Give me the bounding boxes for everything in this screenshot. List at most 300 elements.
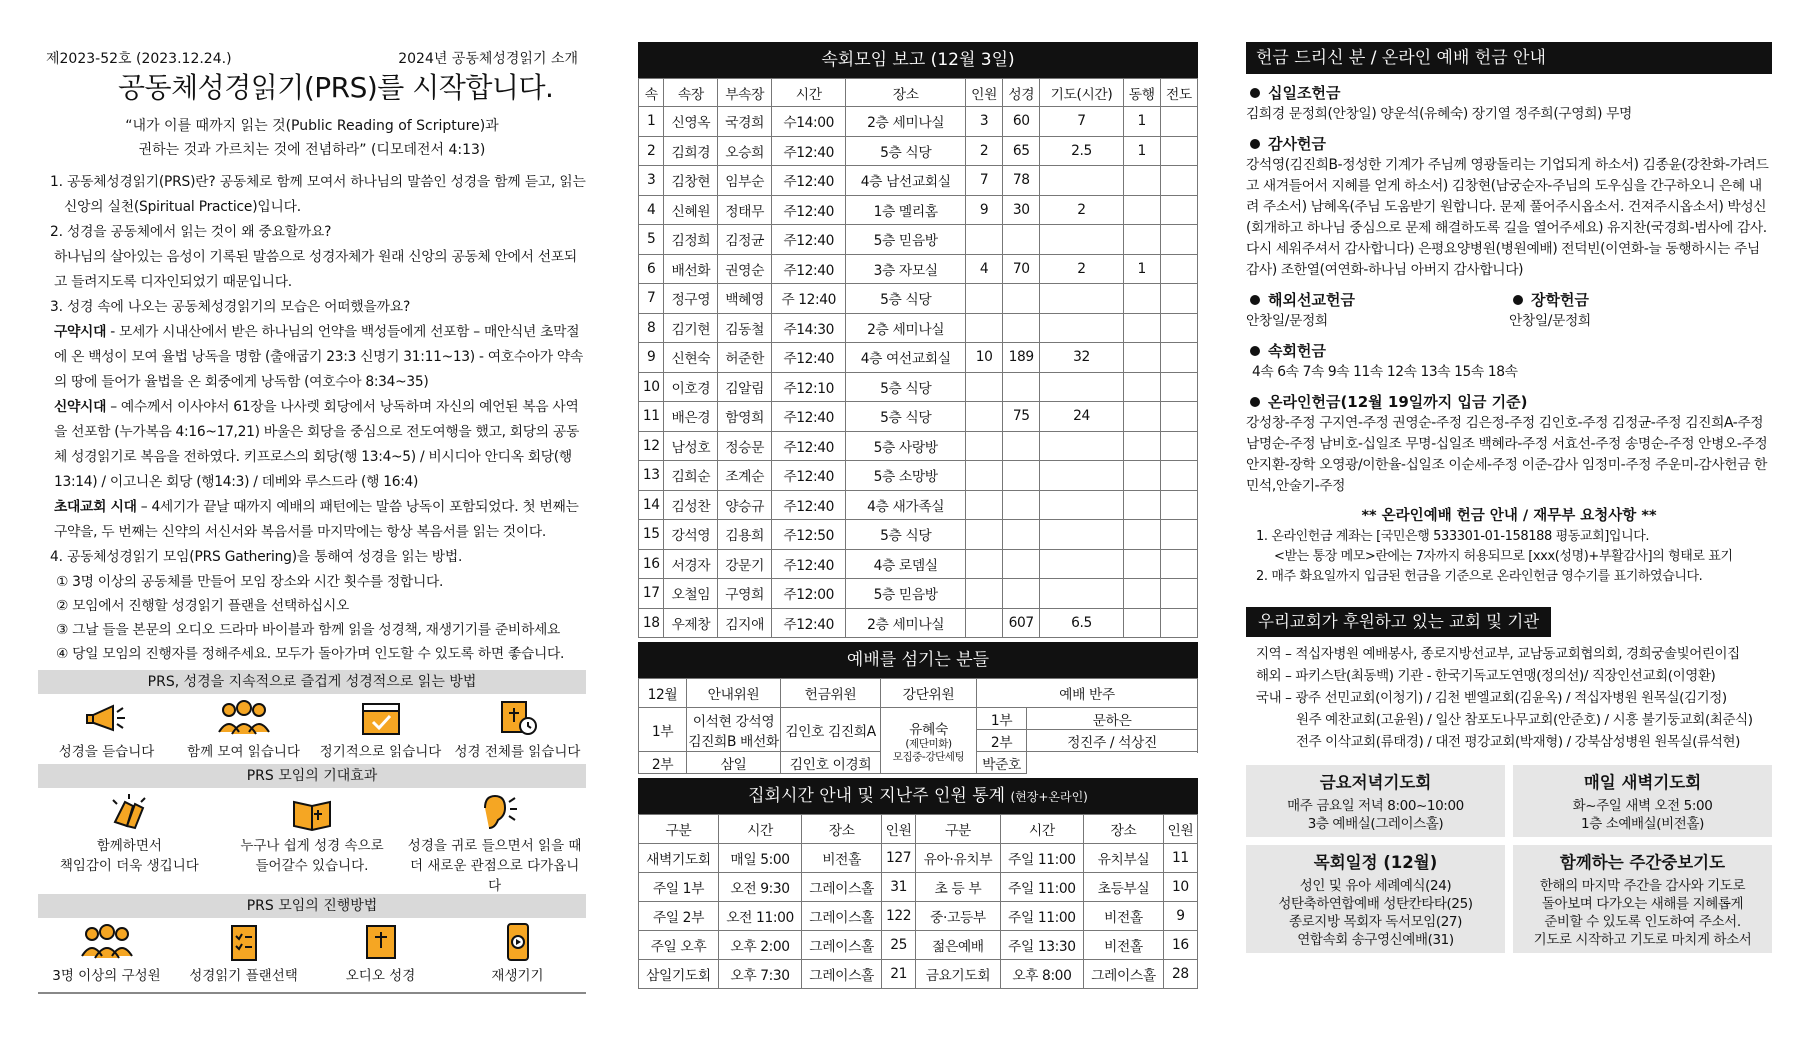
accompany-label: 1부 <box>977 708 1027 730</box>
icon-label: 성경을 듣습니다 <box>58 744 155 760</box>
table-cell: 3층 자모실 <box>846 254 966 284</box>
point-2: 2. 성경을 공동체에서 읽는 것이 왜 중요할까요? <box>50 224 332 240</box>
header-cell: 속 <box>639 79 664 107</box>
altar-note: (제단미화) <box>905 737 952 750</box>
tithe-list: 김희경 문정희(안창일) 양운석(유혜숙) 장기열 정주희(구영희) 무명 <box>1246 106 1632 122</box>
prs-process-icons <box>38 918 586 984</box>
table-cell: 30 <box>1003 195 1040 225</box>
box-line: 돌아보며 다가오는 새해를 지혜롭게 <box>1541 896 1744 912</box>
altar-name: 유혜숙 <box>909 721 948 738</box>
table-cell: 김기현 <box>664 313 718 343</box>
old-testament-era <box>38 320 586 395</box>
table-cell: 매일 5:00 <box>718 844 801 873</box>
table-cell: 2층 세미나실 <box>846 313 966 343</box>
table-cell <box>1160 107 1197 137</box>
table-cell <box>1160 343 1197 373</box>
table-cell: 주12:40 <box>772 402 846 432</box>
header-cell: 성경 <box>1003 79 1040 107</box>
icon-item <box>449 918 586 984</box>
table-cell: 7 <box>966 166 1003 196</box>
table-cell <box>1040 461 1123 491</box>
table-cell: 주12:40 <box>772 431 846 461</box>
table-cell: 주일 11:00 <box>1000 873 1083 902</box>
table-cell: 15 <box>639 520 664 550</box>
table-cell: 1 <box>1123 107 1160 137</box>
box-line: 화~주일 새벽 오전 5:00 <box>1572 798 1713 814</box>
table-cell: 주12:40 <box>772 195 846 225</box>
table-cell: 14 <box>639 490 664 520</box>
table-cell: 18 <box>639 608 664 638</box>
table-cell: 백혜영 <box>718 284 772 314</box>
table-cell: 김용희 <box>718 520 772 550</box>
icon-item <box>404 788 585 894</box>
table-header-row <box>639 815 1198 844</box>
header-cell: 구분 <box>916 815 1001 844</box>
icon-label: 3명 이상의 구성원 <box>52 968 161 984</box>
new-testament-era <box>38 395 586 495</box>
prs-process-bar: PRS 모임의 진행방법 <box>38 894 586 918</box>
info-boxes <box>1246 765 1772 953</box>
icon-label: 누구나 쉽게 성경 속으로 <box>240 838 384 854</box>
heading-text: 감사헌금 <box>1268 135 1326 153</box>
table-cell: 5층 식당 <box>846 372 966 402</box>
table-cell: 김정균 <box>718 225 772 255</box>
prs-methods-bar: PRS, 성경을 지속적으로 즐겁게 성경적으로 읽는 방법 <box>38 670 586 694</box>
table-cell: 양승규 <box>718 490 772 520</box>
table-cell: 60 <box>1003 107 1040 137</box>
bullet-icon <box>1250 295 1260 305</box>
table-cell <box>1123 313 1160 343</box>
icon-label: 정기적으로 읽습니다 <box>319 744 442 760</box>
table-cell: 남성호 <box>664 431 718 461</box>
table-cell <box>966 579 1003 609</box>
table-row <box>639 844 1198 873</box>
bullet-icon <box>1250 397 1260 407</box>
table-row <box>639 960 1198 989</box>
era-text: - 모세가 시내산에서 받은 하나님의 언약을 백성들에게 선포함 – 매안식년 초막절에 온 백성이 모여 율법 낭독을 명함 (출애굽기 23:3 신명기 31:11~13) - 여호수아가 약속의 땅에 들어가 율법을 온 회중에게 낭독함 (여호수아 8:34~35) <box>54 324 583 390</box>
header-cell: 시간 <box>718 815 801 844</box>
table-cell: 그레이스홀 <box>802 931 882 960</box>
table-cell <box>1160 549 1197 579</box>
table-row <box>639 902 1198 931</box>
era-label: 신약시대 <box>54 399 107 415</box>
table-cell <box>1160 136 1197 166</box>
table-cell: 비전홀 <box>1084 902 1164 931</box>
era-text: – 예수께서 이사야서 61장을 나사렛 회당에서 낭독하며 자신의 예언된 복음 사역을 선포함 (누가복음 4:16~17,21) 바울은 회당을 중심으로 전도여행을 했고, 회당의 공동체 성경읽기로 복음을 전하였다. 키프로스의 회당(행 13:4~5) / 비시디아 안디옥 회당(행 13:14) / 이고니온 회당 (행14:3) / 데베와 루스드라 (행 16:4) <box>54 399 579 490</box>
table-cell <box>1123 343 1160 373</box>
tithe-heading <box>1246 82 1772 104</box>
table-cell: 젊은예배 <box>916 931 1001 960</box>
table-cell: 비전홀 <box>802 844 882 873</box>
stats-note: (현장+온라인) <box>1010 790 1088 804</box>
icon-label: 성경을 귀로 들으면서 읽을 때 <box>407 838 582 854</box>
reading-book-icon <box>288 792 336 832</box>
mission-scholar-row <box>1246 281 1772 332</box>
table-cell <box>1003 372 1040 402</box>
table-cell: 4 <box>966 254 1003 284</box>
table-cell <box>1123 461 1160 491</box>
box-line: 기도로 시작하고 기도로 마치게 하소서 <box>1533 932 1752 948</box>
table-cell: 김희순 <box>664 461 718 491</box>
stats-table <box>638 814 1198 989</box>
table-cell: 비전홀 <box>1084 931 1164 960</box>
weekly-intercession-box <box>1513 845 1772 953</box>
table-cell <box>1123 490 1160 520</box>
table-cell: 구영희 <box>718 579 772 609</box>
bullet-icon <box>1250 346 1260 356</box>
table-cell: 32 <box>1040 343 1123 373</box>
table-cell: 강문기 <box>718 549 772 579</box>
era-text: – 4세기가 끝날 때까지 예배의 패턴에는 말씀 낭독이 포함되었다. 첫 번째는 구약을, 두 번째는 신약의 서신서와 복음서를 마지막에는 항상 복음서를 읽는 것이다. <box>54 499 579 540</box>
table-cell <box>1040 431 1123 461</box>
table-cell: 78 <box>1003 166 1040 196</box>
header-cell: 전도 <box>1160 79 1197 107</box>
table-cell: 중·고등부 <box>916 902 1001 931</box>
early-church-era <box>38 495 586 545</box>
table-cell: 2층 세미나실 <box>846 107 966 137</box>
table-cell <box>966 490 1003 520</box>
table-cell: 6.5 <box>1040 608 1123 638</box>
header-cell: 예배 반주 <box>977 679 1198 708</box>
table-cell: 5 <box>639 225 664 255</box>
bullet-icon <box>1250 88 1260 98</box>
header-cell: 장소 <box>846 79 966 107</box>
table-cell: 그레이스홀 <box>802 960 882 989</box>
table-cell <box>1040 549 1123 579</box>
smartphone-play-icon <box>494 922 542 962</box>
table-cell: 오전 11:00 <box>718 902 801 931</box>
table-cell <box>1040 579 1123 609</box>
header-cell: 장소 <box>802 815 882 844</box>
cell-report-table <box>638 78 1198 638</box>
table-cell: 조계순 <box>718 461 772 491</box>
table-cell: 주12:40 <box>772 136 846 166</box>
table-cell: 함영희 <box>718 402 772 432</box>
support-line: 지역 – 적십자병원 예배봉사, 종로지방선교부, 교남동교회협의회, 경희궁솔빛어린이집 <box>1256 646 1740 662</box>
online-offering-list: 강성창-주정 구지연-주정 권영순-주정 김은정-주정 김인호-주정 김정균-주정 김진희A-주정 남명순-주정 남비호-십일조 무명-십일조 백혜라-주정 서효선-주정 송명순-주정 안병오-주정 안지환-장학 오영광/이한율-십일조 이순세-주정 이준-감사 임정미-주정 주운미-감사헌금 한민석,안술기-주정 <box>1246 415 1768 494</box>
table-row <box>639 873 1198 902</box>
table-cell: 4 <box>639 195 664 225</box>
table-cell <box>1003 549 1040 579</box>
table-cell: 16 <box>639 549 664 579</box>
table-cell: 수14:00 <box>772 107 846 137</box>
table-cell: 강석영 <box>664 520 718 550</box>
table-cell <box>1040 166 1123 196</box>
table-cell <box>1160 579 1197 609</box>
point-3: 3. 성경 속에 나오는 공동체성경읽기의 모습은 어떠했을까요? <box>50 299 411 315</box>
table-cell: 초 등 부 <box>916 873 1001 902</box>
table-cell: 금요기도회 <box>916 960 1001 989</box>
table-row <box>639 431 1198 461</box>
table-row <box>639 225 1198 255</box>
table-cell <box>966 461 1003 491</box>
servers-title: 예배를 섬기는 분들 <box>638 642 1198 678</box>
table-cell: 2 <box>966 136 1003 166</box>
thanks-list: 강석영(김진희B-정성한 기계가 주님께 영광돌리는 기업되게 하소서) 김종윤(강찬화-가려드고 새겨들어서 지혜를 얻게 하소서) 김창현(남궁순자-주님의 도우심을 간구하오니 은혜 내려 주소서) 남혜옥(주님 도움받기 원합니다. 문제 풀어주시옵소서. 건져주시옵소서) 박성신(회개하고 하나님 중심으로 문제 해결하도록 길을 열어주세요) 유지찬(국경희-범사에 감사. 다시 세워주셔서 감사합니다) 은평요양병원(병원예배) 전덕빈(이연화-늘 동행하시는 주님 감사) 조한열(여연화-하나님 아버지 감사합니다) <box>1246 157 1769 278</box>
accompany-name: 박준호 <box>977 752 1027 774</box>
box-title: 함께하는 주간중보기도 <box>1559 853 1726 872</box>
header-cell: 속장 <box>664 79 718 107</box>
table-header-row <box>639 679 1198 708</box>
header-cell: 안내위원 <box>687 679 781 708</box>
table-row <box>639 107 1198 137</box>
guide-cell <box>687 708 781 752</box>
table-cell: 주12:40 <box>772 166 846 196</box>
cell-offering-list: 4속 6속 7속 9속 11속 12속 13속 15속 18속 <box>1252 364 1518 380</box>
clap-hands-icon <box>105 792 153 832</box>
table-cell: 초등부실 <box>1084 873 1164 902</box>
table-cell: 70 <box>1003 254 1040 284</box>
table-cell <box>1160 402 1197 432</box>
calendar-check-icon <box>357 698 405 738</box>
table-cell: 김지애 <box>718 608 772 638</box>
quote-line: 권하는 것과 가르치는 것에 전념하라” (디모데전서 4:13) <box>138 142 486 158</box>
notice-item: <받는 통장 메모>란에는 7자까지 허용되므로 [xxx(성명)+부활감사]의 형태로 표기 <box>1274 549 1733 564</box>
box-line: 성인 및 유아 세례예식(24) <box>1299 878 1452 894</box>
table-cell: 127 <box>882 844 916 873</box>
table-row <box>639 343 1198 373</box>
box-line: 준비할 수 있도록 인도하여 주소서. <box>1544 914 1741 930</box>
heading-text: 십일조헌금 <box>1268 84 1341 102</box>
table-cell: 주12:10 <box>772 372 846 402</box>
table-cell: 주일 1부 <box>639 873 719 902</box>
table-cell <box>1003 490 1040 520</box>
table-cell: 25 <box>882 931 916 960</box>
prs-methods-icons <box>38 694 586 760</box>
header-cell: 동행 <box>1123 79 1160 107</box>
icon-item <box>175 694 312 760</box>
table-cell: 5층 식당 <box>846 136 966 166</box>
table-row <box>639 313 1198 343</box>
table-cell: 이호경 <box>664 372 718 402</box>
step-1: ① 3명 이상의 공동체를 만들어 모임 장소와 시간 횟수를 정합니다. <box>56 574 444 590</box>
table-cell: 9 <box>966 195 1003 225</box>
support-line: 전주 이삭교회(류태경) / 대전 평강교회(박재형) / 강북삼성병원 원목실(류석현) <box>1296 734 1740 750</box>
table-row <box>639 520 1198 550</box>
table-cell: 189 <box>1003 343 1040 373</box>
guide-name: 이석현 강석영 <box>692 713 775 730</box>
table-cell <box>1160 461 1197 491</box>
table-cell: 2 <box>1040 195 1123 225</box>
table-cell: 5층 믿음방 <box>846 225 966 255</box>
table-cell <box>966 549 1003 579</box>
heading-text: 속회헌금 <box>1268 342 1326 360</box>
table-cell: 오철임 <box>664 579 718 609</box>
table-cell <box>1003 313 1040 343</box>
bible-icon <box>357 922 405 962</box>
table-cell <box>1160 520 1197 550</box>
icon-label: 들어갈수 있습니다. <box>255 858 369 874</box>
table-cell: 5층 식당 <box>846 284 966 314</box>
support-line: 원주 예찬교회(고윤원) / 일산 참포도나무교회(안준호) / 시흥 불기둥교회(최준식) <box>1296 712 1753 728</box>
page-title: 공동체성경읽기(PRS)를 시작합니다. <box>118 71 554 104</box>
table-cell <box>966 608 1003 638</box>
icon-item <box>38 918 175 984</box>
table-cell: 정승문 <box>718 431 772 461</box>
icon-item <box>39 788 220 894</box>
table-cell <box>1123 520 1160 550</box>
table-cell: 5층 사랑방 <box>846 431 966 461</box>
icon-label: 함께 모여 읽습니다 <box>187 744 300 760</box>
table-cell: 1층 멜리홈 <box>846 195 966 225</box>
table-cell <box>1123 402 1160 432</box>
box-line: 3층 예배실(그레이스홀) <box>1307 816 1444 832</box>
divider <box>38 992 586 994</box>
step-4: ④ 당일 모임의 진행자를 정해주세요. 모두가 돌아가며 인도할 수 있도록 하면 좋습니다. <box>56 646 565 662</box>
table-cell <box>1160 490 1197 520</box>
table-cell <box>1160 313 1197 343</box>
table-cell: 13 <box>639 461 664 491</box>
offer-cell: 김인호 김진희A <box>781 708 881 752</box>
table-cell <box>1040 520 1123 550</box>
servers-table <box>638 678 1198 774</box>
table-cell: 5층 소망방 <box>846 461 966 491</box>
table-cell <box>1160 254 1197 284</box>
table-cell <box>1160 166 1197 196</box>
accompany-label: 삼일 <box>687 752 781 774</box>
table-cell: 122 <box>882 902 916 931</box>
table-cell <box>1040 313 1123 343</box>
checklist-icon <box>220 922 268 962</box>
notice-item: 2. 매주 화요일까지 입금된 헌금을 기준으로 온라인헌금 영수기를 표기하였습니다. <box>1256 569 1703 584</box>
header-cell: 인원 <box>966 79 1003 107</box>
group-icon <box>214 698 274 738</box>
issue-header <box>38 42 586 70</box>
table-cell <box>1160 284 1197 314</box>
box-title: 금요저녁기도회 <box>1319 773 1432 792</box>
megaphone-icon <box>83 698 131 738</box>
table-cell <box>1160 225 1197 255</box>
table-cell: 그레이스홀 <box>802 873 882 902</box>
prs-effects-bar: PRS 모임의 기대효과 <box>38 764 586 788</box>
table-cell <box>1003 520 1040 550</box>
table-cell: 24 <box>1040 402 1123 432</box>
table-cell: 오후 7:30 <box>718 960 801 989</box>
table-row <box>639 608 1198 638</box>
offerings-title: 헌금 드리신 분 / 온라인 예배 헌금 안내 <box>1246 42 1772 74</box>
altar-note: 모집중-강단세팅 <box>892 750 965 763</box>
table-cell <box>966 313 1003 343</box>
icon-label: 성경읽기 플랜선택 <box>189 968 298 984</box>
table-cell <box>966 520 1003 550</box>
table-cell <box>1123 195 1160 225</box>
table-row <box>639 254 1198 284</box>
table-cell: 오승희 <box>718 136 772 166</box>
step-2: ② 모임에서 진행할 성경읽기 플랜을 선택하십시오 <box>56 598 350 614</box>
box-title: 목회일정 (12월) <box>1313 853 1438 872</box>
table-cell: 4층 여선교회실 <box>846 343 966 373</box>
issue-topic: 2024년 공동체성경읽기 소개 <box>398 51 578 67</box>
table-cell: 1 <box>1123 136 1160 166</box>
cell-offering-heading <box>1246 340 1772 362</box>
icon-label: 오디오 성경 <box>345 968 416 984</box>
icon-label: 함께하면서 <box>96 838 162 854</box>
point-1: 1. 공동체성경읽기(PRS)란? 공동체로 함께 모여서 하나님의 말씀인 성경을 함께 듣고, 읽는 신앙의 실천(Spiritual Practice)입니다. <box>50 174 586 215</box>
mission-block <box>1246 281 1509 332</box>
table-cell: 8 <box>639 313 664 343</box>
header-cell: 구분 <box>639 815 719 844</box>
table-cell: 2.5 <box>1040 136 1123 166</box>
heading-text: 해외선교헌금 <box>1268 291 1355 309</box>
header-cell: 장소 <box>1084 815 1164 844</box>
table-cell: 12 <box>639 431 664 461</box>
table-cell <box>1123 579 1160 609</box>
header-cell: 부속장 <box>718 79 772 107</box>
table-row <box>639 372 1198 402</box>
stats-title <box>638 778 1198 814</box>
table-cell: 607 <box>1003 608 1040 638</box>
table-cell: 주일 2부 <box>639 902 719 931</box>
accompany-name: 문하은 <box>1027 708 1198 730</box>
table-cell <box>1123 225 1160 255</box>
stats-title-text: 집회시간 안내 및 지난주 인원 통계 <box>748 786 1006 806</box>
dawn-prayer-box <box>1513 765 1772 837</box>
accompany-label: 2부 <box>977 730 1027 752</box>
mission-heading <box>1246 289 1509 311</box>
support-title: 우리교회가 후원하고 있는 교회 및 기관 <box>1246 607 1551 637</box>
icon-label: 책임감이 더욱 생깁니다 <box>59 858 199 874</box>
table-cell: 3 <box>966 107 1003 137</box>
online-offering-heading <box>1246 391 1772 413</box>
era-label: 구약시대 <box>54 324 107 340</box>
scholar-heading <box>1509 289 1772 311</box>
table-cell <box>966 284 1003 314</box>
table-row <box>639 195 1198 225</box>
table-cell: 주일 오후 <box>639 931 719 960</box>
table-cell <box>966 225 1003 255</box>
header-cell: 헌금위원 <box>781 679 881 708</box>
table-cell: 주12:40 <box>772 549 846 579</box>
table-cell <box>1160 431 1197 461</box>
table-cell: 9 <box>1163 902 1197 931</box>
table-cell: 7 <box>639 284 664 314</box>
table-cell <box>1123 431 1160 461</box>
table-cell <box>1003 431 1040 461</box>
table-cell: 정구영 <box>664 284 718 314</box>
table-cell: 5층 믿음방 <box>846 579 966 609</box>
box-line: 1층 소예배실(비전홀) <box>1581 816 1704 832</box>
table-cell <box>1003 284 1040 314</box>
table-cell <box>1123 372 1160 402</box>
table-cell: 신현숙 <box>664 343 718 373</box>
scholar-list: 안창일/문정희 <box>1509 313 1591 329</box>
support-line: 해외 – 파키스탄(최동백) 기관 - 한국기독교도연맹(정의선)/ 직장인선교회(이영환) <box>1256 668 1716 684</box>
table-cell: 김알림 <box>718 372 772 402</box>
prs-effects-icons <box>38 788 586 894</box>
support-list <box>1246 643 1772 753</box>
table-cell <box>1160 608 1197 638</box>
table-cell: 김창현 <box>664 166 718 196</box>
table-cell: 주12:40 <box>772 461 846 491</box>
table-cell: 75 <box>1003 402 1040 432</box>
header-cell: 인원 <box>1163 815 1197 844</box>
table-cell: 9 <box>639 343 664 373</box>
support-line: 국내 – 광주 선민교회(이청기) / 김천 벧엘교회(김윤옥) / 적십자병원 원목실(김기정) <box>1256 690 1727 706</box>
notice-item: 1. 온라인헌금 계좌는 [국민은행 533301-01-158188 평동교회]입니다. <box>1256 529 1650 544</box>
table-cell <box>1003 579 1040 609</box>
table-cell: 10 <box>1163 873 1197 902</box>
table-row <box>639 579 1198 609</box>
table-cell: 임부순 <box>718 166 772 196</box>
icon-label: 재생기기 <box>491 968 544 984</box>
table-cell: 유아·유치부 <box>916 844 1001 873</box>
table-cell: 31 <box>882 873 916 902</box>
table-cell <box>1003 225 1040 255</box>
table-cell: 21 <box>882 960 916 989</box>
prs-intro-column <box>38 42 586 994</box>
table-cell: 5층 식당 <box>846 402 966 432</box>
icon-item <box>312 918 449 984</box>
